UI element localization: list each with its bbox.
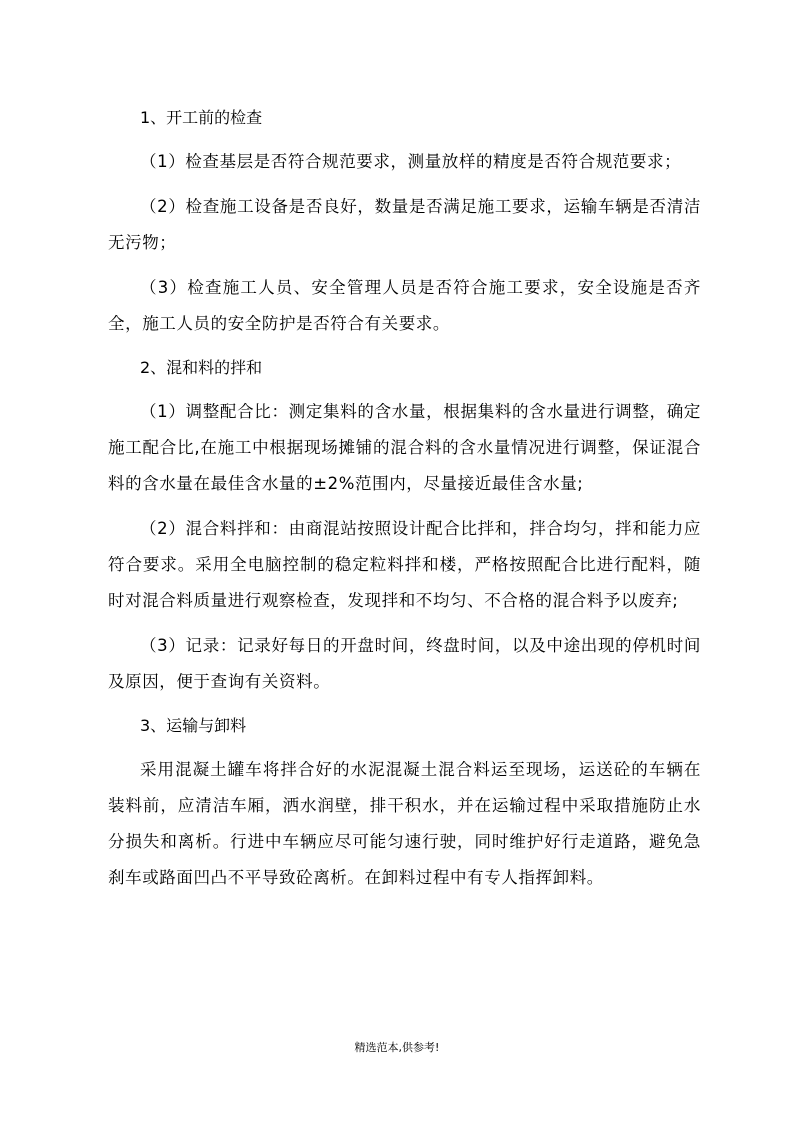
paragraph-1-3: （3）检查施工人员、安全管理人员是否符合施工要求，安全设施是否齐全，施工人员的安全防护是否符合有关要求。 <box>108 278 701 333</box>
paragraph-2-3: （3）记录：记录好每日的开盘时间，终盘时间，以及中途出现的停机时间及原因，便于查询有关资料。 <box>108 636 701 691</box>
paragraph-1-1: （1）检查基层是否符合规范要求，测量放样的精度是否符合规范要求； <box>140 152 682 171</box>
section-heading-3: 3、运输与卸料 <box>140 716 247 735</box>
paragraph-1-2: （2）检查施工设备是否良好，数量是否满足施工要求，运输车辆是否清洁无污物； <box>108 197 701 252</box>
paragraph-2-1: （1）调整配合比：测定集料的含水量，根据集料的含水量进行调整，确定施工配合比,在施工中根据现场摊铺的混合料的含水量情况进行调整，保证混合料的含水量在最佳含水量的±2%范围内，尽量接近最佳含水量; <box>108 402 701 493</box>
section-heading-1: 1、开工前的检查 <box>140 108 263 127</box>
paragraph-2-2: （2）混合料拌和：由商混站按照设计配合比拌和，拌合均匀，拌和能力应符合要求。采用全电脑控制的稳定粒料拌和楼，严格按照配合比进行配料，随时对混合料质量进行观察检查，发现拌和不均匀、不合格的混合料予以废弃; <box>108 519 701 610</box>
document-body <box>108 101 701 905</box>
page-footer: 精选范本,供参考! <box>354 1041 440 1054</box>
section-heading-2: 2、混和料的拌和 <box>140 358 263 377</box>
paragraph-3-1: 采用混凝土罐车将拌合好的水泥混凝土混合料运至现场，运送砼的车辆在装料前，应清洁车厢，洒水润壁，排干积水，并在运输过程中采取措施防止水分损失和离析。行进中车辆应尽可能匀速行驶，同时维护好行走道路，避免急刹车或路面凹凸不平导致砼离析。在卸料过程中有专人指挥卸料。 <box>108 760 701 887</box>
